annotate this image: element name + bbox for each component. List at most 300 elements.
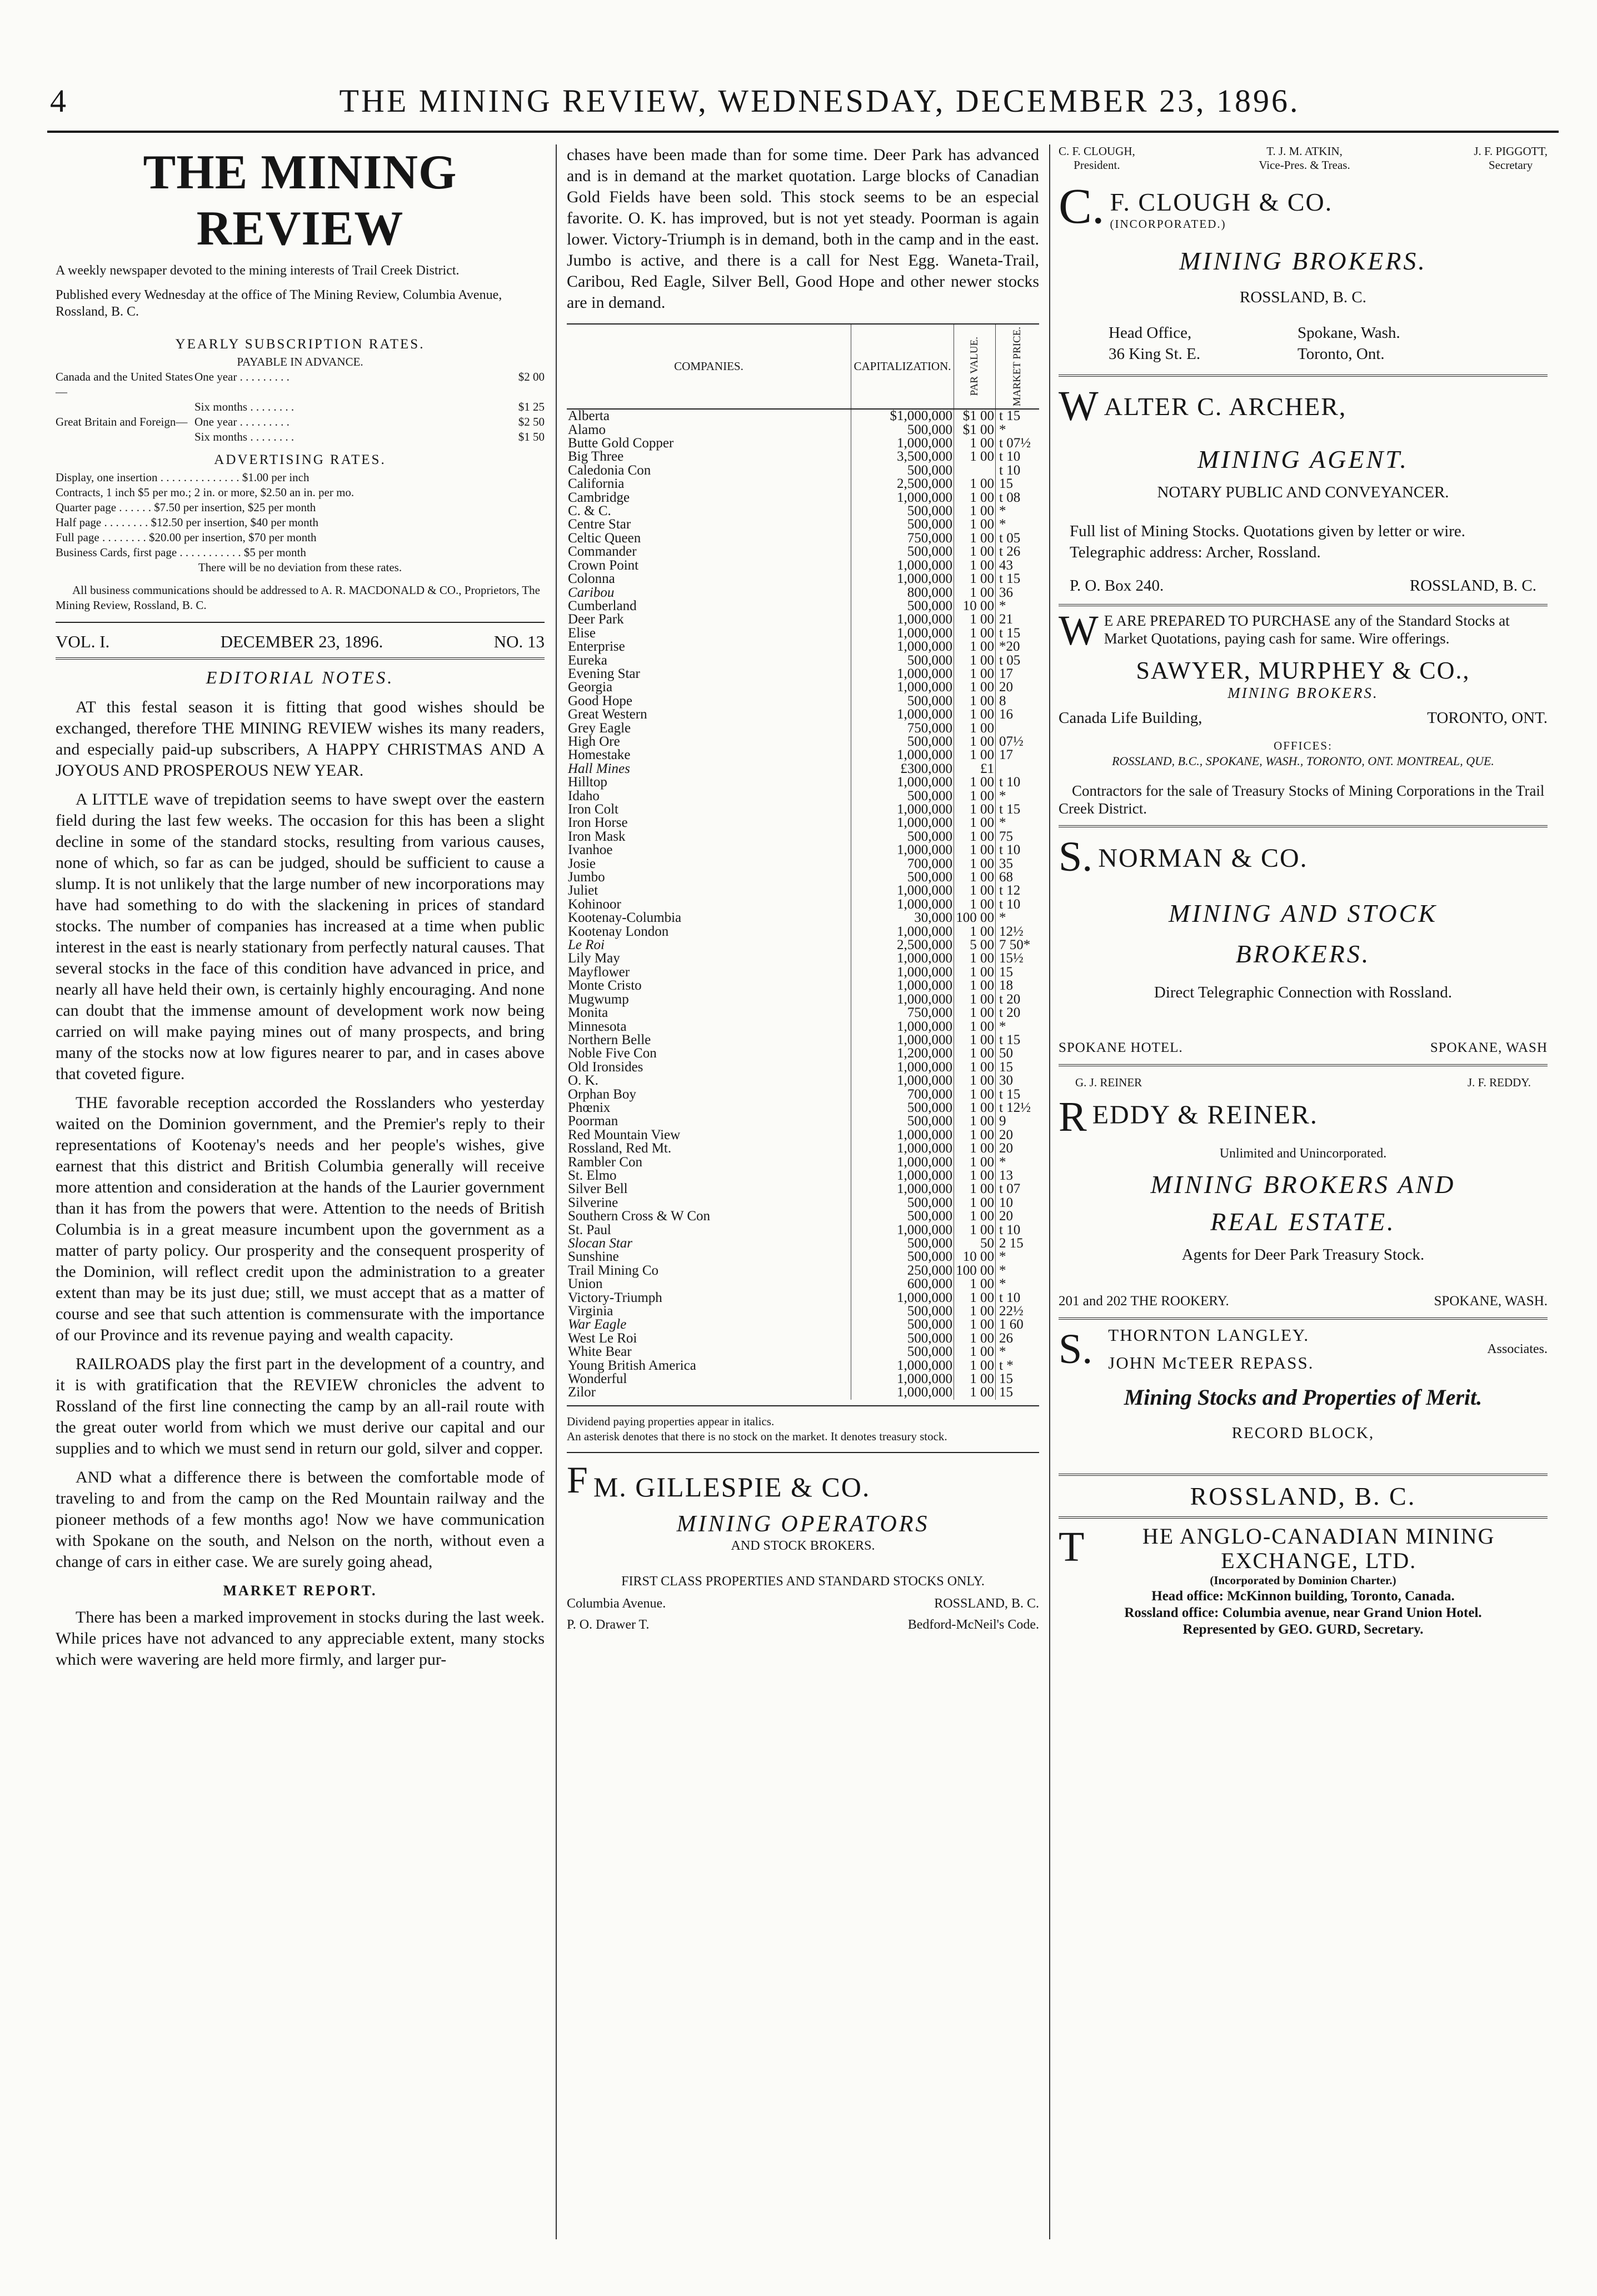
market-price: 1 60 — [996, 1318, 1040, 1331]
table-row — [567, 613, 1039, 626]
market-price: * — [996, 1345, 1040, 1359]
issue-date: DECEMBER 23, 1896. — [220, 632, 383, 651]
gillespie-street: Columbia Avenue. — [567, 1596, 666, 1611]
capitalization: 1,000,000 — [851, 640, 954, 653]
gillespie-ad — [567, 1459, 1039, 1635]
market-price: 15 — [996, 1061, 1040, 1074]
par-value: 10 00 — [954, 1250, 996, 1264]
market-price: * — [996, 505, 1040, 518]
subscription-rate-row — [56, 415, 545, 430]
company-name: Kootenay London — [568, 924, 669, 939]
capitalization: 1,000,000 — [851, 993, 954, 1006]
capitalization: 1,000,000 — [851, 1386, 954, 1399]
officer-2-name: T. J. M. ATKIN, — [1266, 144, 1343, 158]
table-row — [567, 1291, 1039, 1305]
officer-3-name: J. F. PIGGOTT, — [1474, 144, 1548, 158]
table-row — [567, 1156, 1039, 1169]
table-row — [567, 695, 1039, 708]
par-value: 1 00 — [954, 627, 996, 640]
par-value: 1 00 — [954, 505, 996, 518]
clough-branch-city: Toronto, Ont. — [1297, 345, 1385, 363]
table-row — [567, 1250, 1039, 1264]
reddy-address-row — [1059, 1291, 1548, 1312]
table-row — [567, 1061, 1039, 1074]
par-value: 10 00 — [954, 600, 996, 613]
par-value: 1 00 — [954, 1047, 996, 1060]
clough-role: MINING BROKERS. — [1179, 247, 1427, 275]
market-price: 12½ — [996, 925, 1040, 939]
company-name: Josie — [568, 856, 596, 871]
par-value: 1 00 — [954, 857, 996, 871]
market-report-continued: chases have been made than for some time. Deer Park has advanced and is in demand at the market quotation. Large blocks of Canadian Gold Fields have been sold. This stock seems to be an especial favorite. O. K. has improved, but is not yet steady. Poorman is again lower. Victory-Triumph is in demand, both in the camp and in the east. Jumbo is active, and there is a call for Nest Egg. Waneta-Trail, Caribou, Red Eagle, Silver Bell, Good Hope and other newer stocks are in demand. — [567, 146, 1039, 312]
archer-address-row — [1059, 575, 1548, 596]
table-row — [567, 830, 1039, 843]
table-row — [567, 911, 1039, 925]
reddy-address: 201 and 202 THE ROOKERY. — [1059, 1294, 1229, 1309]
table-row — [567, 518, 1039, 531]
capitalization: 1,000,000 — [851, 491, 954, 505]
table-row — [567, 559, 1039, 572]
langley-header — [1059, 1325, 1548, 1373]
market-price: t 05 — [996, 654, 1040, 667]
langley-ad — [1059, 1325, 1548, 1511]
company-name: Mugwump — [568, 991, 629, 1007]
capitalization: 500,000 — [851, 830, 954, 843]
market-price: 20 — [996, 1210, 1040, 1223]
rate-cell-a: Canada and the United States— — [56, 370, 193, 398]
par-value: 1 00 — [954, 843, 996, 857]
market-price — [996, 722, 1040, 735]
table-row — [567, 1332, 1039, 1345]
intro-text: A weekly newspaper devoted to the mining interests of Trail Creek District. — [56, 263, 460, 278]
gillespie-name: M. GILLESPIE & CO. — [593, 1471, 871, 1503]
header-capitalization: CAPITALIZATION. — [851, 324, 954, 409]
capitalization: 500,000 — [851, 423, 954, 437]
par-value: 1 00 — [954, 803, 996, 816]
table-row — [567, 803, 1039, 816]
par-value: 1 00 — [954, 1305, 996, 1318]
company-name: C. & C. — [568, 503, 611, 519]
reddy-unlimited: Unlimited and Unincorporated. — [1219, 1146, 1387, 1161]
par-value: 100 00 — [954, 911, 996, 925]
par-value: 1 00 — [954, 1074, 996, 1087]
capitalization: 600,000 — [851, 1277, 954, 1291]
column-right — [1059, 144, 1548, 1638]
company-name: Iron Horse — [568, 815, 628, 831]
par-value-label: PAR VALUE. — [969, 337, 980, 396]
company-name: Poorman — [568, 1114, 618, 1129]
gillespie-tagline: FIRST CLASS PROPERTIES AND STANDARD STOCKS ONLY. — [621, 1574, 985, 1589]
market-price: t 20 — [996, 993, 1040, 1006]
par-value: 1 00 — [954, 613, 996, 626]
clough-ad — [1059, 180, 1548, 365]
archer-role: MINING AGENT. — [1197, 445, 1409, 473]
par-value: 50 — [954, 1237, 996, 1250]
company-name: Celtic Queen — [568, 530, 641, 546]
capitalization: 1,000,000 — [851, 884, 954, 897]
capitalization: 1,000,000 — [851, 952, 954, 965]
table-row — [567, 423, 1039, 437]
market-price: t 26 — [996, 545, 1040, 558]
clough-incorporated: (INCORPORATED.) — [1110, 217, 1226, 231]
market-price: * — [996, 1250, 1040, 1264]
table-row — [567, 1277, 1039, 1291]
table-row — [567, 532, 1039, 545]
par-value: 1 00 — [954, 518, 996, 531]
market-price: t 15 — [996, 572, 1040, 586]
capitalization: 1,000,000 — [851, 1142, 954, 1155]
company-name: Slocan Star — [568, 1236, 632, 1251]
officer-1-name: C. F. CLOUGH, — [1059, 144, 1135, 158]
market-report-paragraph: There has been a marked improvement in stocks during the last week. While prices have not advanced to any appreciable extent, many stocks which were wavering are held more firmly, and larger pur- — [56, 1608, 545, 1669]
norman-role-1: MINING AND STOCK — [1168, 899, 1438, 927]
market-price: 16 — [996, 708, 1040, 721]
par-value: 1 00 — [954, 871, 996, 884]
company-name: Great Western — [568, 707, 647, 722]
editorial-paragraph-2: A LITTLE wave of trepidation seems to have swept over the eastern field during the last few weeks. The occasion for this has been a slight decline in some of the standard stocks, resulting from various causes, none of which, so far as can be judged, should be sufficient to cause a slump. It is not unlikely that the large number of new incorporations may have had something to do with the slackening in prices of standard stocks. The number of companies has increased at a time when public interest in the east is nearly stationary from perfectly natural causes. That several stocks in the face of this condition have advanced in price, and nearly all have held their own, is certainly highly encouraging. And none can doubt that the immense amount of development work now being carried on will make paying mines out of many prospects, and bring many of the stocks now at low figures nearer to par, and in cases above that coveted figure. — [56, 790, 545, 1083]
table-row — [567, 1264, 1039, 1277]
par-value: 1 00 — [954, 532, 996, 545]
par-value: 1 00 — [954, 979, 996, 992]
par-value: 1 00 — [954, 545, 996, 558]
norman-initial: S. — [1059, 833, 1093, 880]
par-value: 1 00 — [954, 477, 996, 491]
sawyer-contractors: Contractors for the sale of Treasury Stocks of Mining Corporations in the Trail Creek District. — [1059, 782, 1545, 817]
table-row — [567, 627, 1039, 640]
capitalization: 1,000,000 — [851, 1291, 954, 1305]
company-name: Centre Star — [568, 517, 631, 532]
par-value: 1 00 — [954, 1386, 996, 1399]
rate-cell-b: One year . . . . . . . . . — [194, 370, 290, 383]
gillespie-city: ROSSLAND, B. C. — [934, 1596, 1039, 1611]
market-price: * — [996, 1156, 1040, 1169]
rule — [567, 1405, 1039, 1406]
table-row — [567, 1345, 1039, 1359]
table-row — [567, 1142, 1039, 1155]
market-price: t 10 — [996, 1224, 1040, 1237]
market-price: 36 — [996, 586, 1040, 600]
capitalization: 1,000,000 — [851, 627, 954, 640]
market-price: * — [996, 816, 1040, 830]
capitalization: 1,000,000 — [851, 776, 954, 789]
capitalization: 1,000,000 — [851, 1224, 954, 1237]
table-row — [567, 437, 1039, 450]
capitalization: 3,500,000 — [851, 450, 954, 463]
table-note-italics: Dividend paying properties appear in italics. — [567, 1414, 775, 1428]
gillespie-subrole: AND STOCK BROKERS. — [731, 1538, 875, 1553]
market-price: 35 — [996, 857, 1040, 871]
archer-city: ROSSLAND, B. C. — [1409, 577, 1536, 595]
market-price: t 15 — [996, 1088, 1040, 1101]
editorial-heading: EDITORIAL NOTES. — [206, 667, 395, 687]
par-value: 1 00 — [954, 952, 996, 965]
paper-title: THE MINING REVIEW — [143, 146, 457, 256]
market-price: t 10 — [996, 843, 1040, 857]
sawyer-address-row — [1059, 707, 1548, 728]
capitalization: 500,000 — [851, 871, 954, 884]
table-row — [567, 776, 1039, 789]
table-row — [567, 1115, 1039, 1128]
advertising-rate-line: Display, one insertion . . . . . . . . . . . . . . $1.00 per inch — [56, 471, 310, 484]
capitalization: 250,000 — [851, 1264, 954, 1277]
market-price: *20 — [996, 640, 1040, 653]
company-name: Enterprise — [568, 639, 625, 655]
capitalization: 500,000 — [851, 1101, 954, 1115]
gillespie-code: Bedford-McNeil's Code. — [907, 1617, 1039, 1632]
capitalization: 750,000 — [851, 532, 954, 545]
capitalization: 1,000,000 — [851, 925, 954, 939]
table-row — [567, 1169, 1039, 1182]
par-value: 1 00 — [954, 559, 996, 572]
market-report-heading: MARKET REPORT. — [223, 1583, 377, 1599]
par-value: 1 00 — [954, 1088, 996, 1101]
table-row — [567, 450, 1039, 463]
rule — [1059, 825, 1548, 827]
capitalization: 500,000 — [851, 695, 954, 708]
table-row — [567, 857, 1039, 871]
par-value: 1 00 — [954, 1129, 996, 1142]
company-name: Noble Five Con — [568, 1046, 657, 1061]
table-note-asterisk: An asterisk denotes that there is no stock on the market. It denotes treasury stock. — [567, 1429, 947, 1443]
table-row — [567, 667, 1039, 681]
capitalization: $1,000,000 — [851, 409, 954, 423]
gillespie-postal-row — [567, 1614, 1039, 1635]
company-name: Sunshine — [568, 1249, 619, 1265]
capitalization: 1,000,000 — [851, 1359, 954, 1372]
par-value: 1 00 — [954, 1345, 996, 1359]
company-name: Young British America — [568, 1357, 696, 1373]
clough-office-2 — [1109, 343, 1548, 365]
company-name: Evening Star — [568, 666, 640, 681]
subscription-subheading: PAYABLE IN ADVANCE. — [237, 355, 363, 368]
header-companies: COMPANIES. — [567, 324, 851, 409]
anglo-initial: T — [1059, 1524, 1085, 1570]
editorial-paragraph-4: RAILROADS play the first part in the development of a country, and it is with gratification that the REVIEW chronicles the advent to Rossland of the first line connecting the camp by an all-rail route with the great outer world from which we must derive our capital and our supplies and to which we must send in return our gold, silver and copper. — [56, 1355, 545, 1458]
capitalization: 1,000,000 — [851, 1169, 954, 1182]
rule — [1059, 1474, 1548, 1476]
par-value: 1 00 — [954, 1034, 996, 1047]
market-price-label: MARKET PRICE. — [1011, 327, 1023, 407]
capitalization: 500,000 — [851, 505, 954, 518]
company-name: Orphan Boy — [568, 1086, 636, 1102]
company-name: Homestake — [568, 747, 631, 763]
company-name: California — [568, 476, 625, 492]
capitalization: 1,000,000 — [851, 1156, 954, 1169]
rule — [1059, 1516, 1548, 1519]
company-name: Kohinoor — [568, 896, 621, 912]
par-value: 5 00 — [954, 939, 996, 952]
par-value: 1 00 — [954, 1359, 996, 1372]
par-value: 1 00 — [954, 437, 996, 450]
market-price: 75 — [996, 830, 1040, 843]
sawyer-role: MINING BROKERS. — [1227, 685, 1379, 701]
capitalization: 1,000,000 — [851, 748, 954, 762]
par-value: 1 00 — [954, 1210, 996, 1223]
header-par-value — [954, 324, 996, 409]
market-price: 68 — [996, 871, 1040, 884]
market-price: * — [996, 911, 1040, 925]
norman-ad — [1059, 833, 1548, 1059]
company-name: Phœnix — [568, 1100, 611, 1115]
norman-address-row — [1059, 1037, 1548, 1059]
market-price: 8 — [996, 695, 1040, 708]
par-value: 1 00 — [954, 450, 996, 463]
capitalization: 1,000,000 — [851, 667, 954, 681]
par-value: 1 00 — [954, 1182, 996, 1196]
company-name: Monita — [568, 1005, 608, 1021]
company-name: O. K. — [568, 1073, 598, 1089]
market-price: * — [996, 1020, 1040, 1034]
volume: VOL. I. — [56, 632, 110, 651]
market-price: 10 — [996, 1196, 1040, 1210]
sawyer-initial: W — [1059, 607, 1099, 654]
company-name: Silver Bell — [568, 1181, 628, 1197]
capitalization: 2,500,000 — [851, 939, 954, 952]
norman-city: SPOKANE, WASH — [1430, 1040, 1548, 1055]
archer-notary: NOTARY PUBLIC AND CONVEYANCER. — [1157, 483, 1449, 501]
officer-3-title: Secretary — [1489, 158, 1533, 172]
par-value: 1 00 — [954, 1277, 996, 1291]
par-value: £1 — [954, 762, 996, 776]
par-value: 1 00 — [954, 654, 996, 667]
market-price: 20 — [996, 681, 1040, 694]
officer-1-title: President. — [1074, 158, 1120, 172]
par-value: 1 00 — [954, 776, 996, 789]
par-value: 1 00 — [954, 830, 996, 843]
company-name: Eureka — [568, 652, 607, 668]
archer-stocks-line: Full list of Mining Stocks. Quotations given by letter or wire. — [1070, 522, 1466, 540]
capitalization: 500,000 — [851, 654, 954, 667]
subscription-rate-row — [56, 400, 545, 415]
capitalization: 500,000 — [851, 735, 954, 748]
anglo-canadian-ad — [1059, 1524, 1548, 1638]
par-value: 1 00 — [954, 640, 996, 653]
par-value: 1 00 — [954, 491, 996, 505]
company-name: Elise — [568, 625, 596, 641]
capitalization: 500,000 — [851, 1318, 954, 1331]
capitalization: 500,000 — [851, 1237, 954, 1250]
table-row — [567, 1224, 1039, 1237]
capitalization: 1,000,000 — [851, 559, 954, 572]
company-name: Alamo — [568, 422, 606, 437]
company-name: Jumbo — [568, 870, 605, 885]
issue-number: NO. 13 — [493, 632, 545, 651]
company-name: Big Three — [568, 449, 624, 465]
sawyer-offices-heading: OFFICES: — [1274, 739, 1333, 752]
company-name: White Bear — [568, 1344, 632, 1360]
market-price: t 12 — [996, 884, 1040, 897]
market-price: 15 — [996, 966, 1040, 979]
column-divider-1 — [556, 144, 557, 2239]
anglo-incorporated: (Incorporated by Dominion Charter.) — [1210, 1574, 1396, 1587]
anglo-rossland-office: Rossland office: Columbia avenue, near Grand Union Hotel. — [1124, 1605, 1482, 1620]
capitalization: 750,000 — [851, 722, 954, 735]
norman-name: NORMAN & CO. — [1098, 843, 1308, 873]
capitalization: 500,000 — [851, 1250, 954, 1264]
reddy-agents: Agents for Deer Park Treasury Stock. — [1181, 1246, 1425, 1264]
capitalization: 1,000,000 — [851, 979, 954, 992]
company-name: Trail Mining Co — [568, 1262, 659, 1278]
table-row — [567, 586, 1039, 600]
advertising-rate-line: Quarter page . . . . . . $7.50 per insertion, $25 per month — [56, 501, 316, 514]
company-name: Idaho — [568, 788, 600, 803]
company-name: Deer Park — [568, 612, 624, 627]
market-price: * — [996, 1277, 1040, 1291]
market-price: 2 15 — [996, 1237, 1040, 1250]
sawyer-name: SAWYER, MURPHEY & CO., — [1136, 657, 1470, 684]
subscription-heading: YEARLY SUBSCRIPTION RATES. — [175, 337, 425, 352]
langley-initial: S. — [1059, 1326, 1093, 1372]
capitalization: 1,000,000 — [851, 1372, 954, 1386]
table-row — [567, 871, 1039, 884]
table-row — [567, 1237, 1039, 1250]
company-name: Caribou — [568, 585, 615, 600]
capitalization: 1,000,000 — [851, 681, 954, 694]
archer-telegraph: Telegraphic address: Archer, Rossland. — [1070, 543, 1321, 561]
market-price: t 08 — [996, 491, 1040, 505]
company-name: High Ore — [568, 733, 620, 749]
market-price: 17 — [996, 748, 1040, 762]
company-name: Commander — [568, 544, 637, 560]
capitalization: 1,000,000 — [851, 613, 954, 626]
market-price: t 10 — [996, 464, 1040, 477]
capitalization: 1,000,000 — [851, 572, 954, 586]
publication-text: Published every Wednesday at the office of The Mining Review, Columbia Avenue, Rossland, B. C. — [56, 288, 502, 319]
norman-role-2: BROKERS. — [1235, 940, 1371, 968]
market-price: t 12½ — [996, 1101, 1040, 1115]
table-row — [567, 464, 1039, 477]
market-price: 30 — [996, 1074, 1040, 1087]
par-value: 1 00 — [954, 681, 996, 694]
reddy-role-1: MINING BROKERS AND — [1150, 1170, 1456, 1199]
table-row — [567, 925, 1039, 939]
market-price: * — [996, 790, 1040, 803]
market-price: 7 50* — [996, 939, 1040, 952]
par-value: 1 00 — [954, 1224, 996, 1237]
par-value: 1 00 — [954, 1006, 996, 1020]
table-row — [567, 1047, 1039, 1060]
par-value: 1 00 — [954, 708, 996, 721]
table-row — [567, 654, 1039, 667]
business-communications: All business communications should be addressed to A. R. MACDONALD & CO., Proprietors, The Mining Review, Rossland, B. C. — [56, 583, 540, 612]
par-value: 1 00 — [954, 667, 996, 681]
par-value: 1 00 — [954, 966, 996, 979]
market-price: 20 — [996, 1129, 1040, 1142]
rates-note: There will be no deviation from these rates. — [198, 561, 402, 574]
table-row — [567, 1372, 1039, 1386]
sawyer-text: E ARE PREPARED TO PURCHASE any of the Standard Stocks at Market Quotations, paying cash for same. Wire offerings. — [1104, 612, 1510, 647]
company-name: Cambridge — [568, 490, 630, 505]
company-name: Mayflower — [568, 964, 630, 980]
advertising-rates — [56, 470, 545, 560]
market-price: t 15 — [996, 627, 1040, 640]
market-price: t * — [996, 1359, 1040, 1372]
table-row — [567, 952, 1039, 965]
table-row — [567, 898, 1039, 911]
market-price: t 07½ — [996, 437, 1040, 450]
market-price: * — [996, 1264, 1040, 1277]
table-row — [567, 1129, 1039, 1142]
par-value: 1 00 — [954, 722, 996, 735]
rule — [1059, 375, 1548, 377]
rule — [1059, 604, 1548, 606]
company-name: Union — [568, 1276, 603, 1292]
capitalization: 1,000,000 — [851, 1034, 954, 1047]
table-row — [567, 681, 1039, 694]
page-number: 4 — [50, 83, 66, 119]
market-price: 43 — [996, 559, 1040, 572]
table-row — [567, 1101, 1039, 1115]
